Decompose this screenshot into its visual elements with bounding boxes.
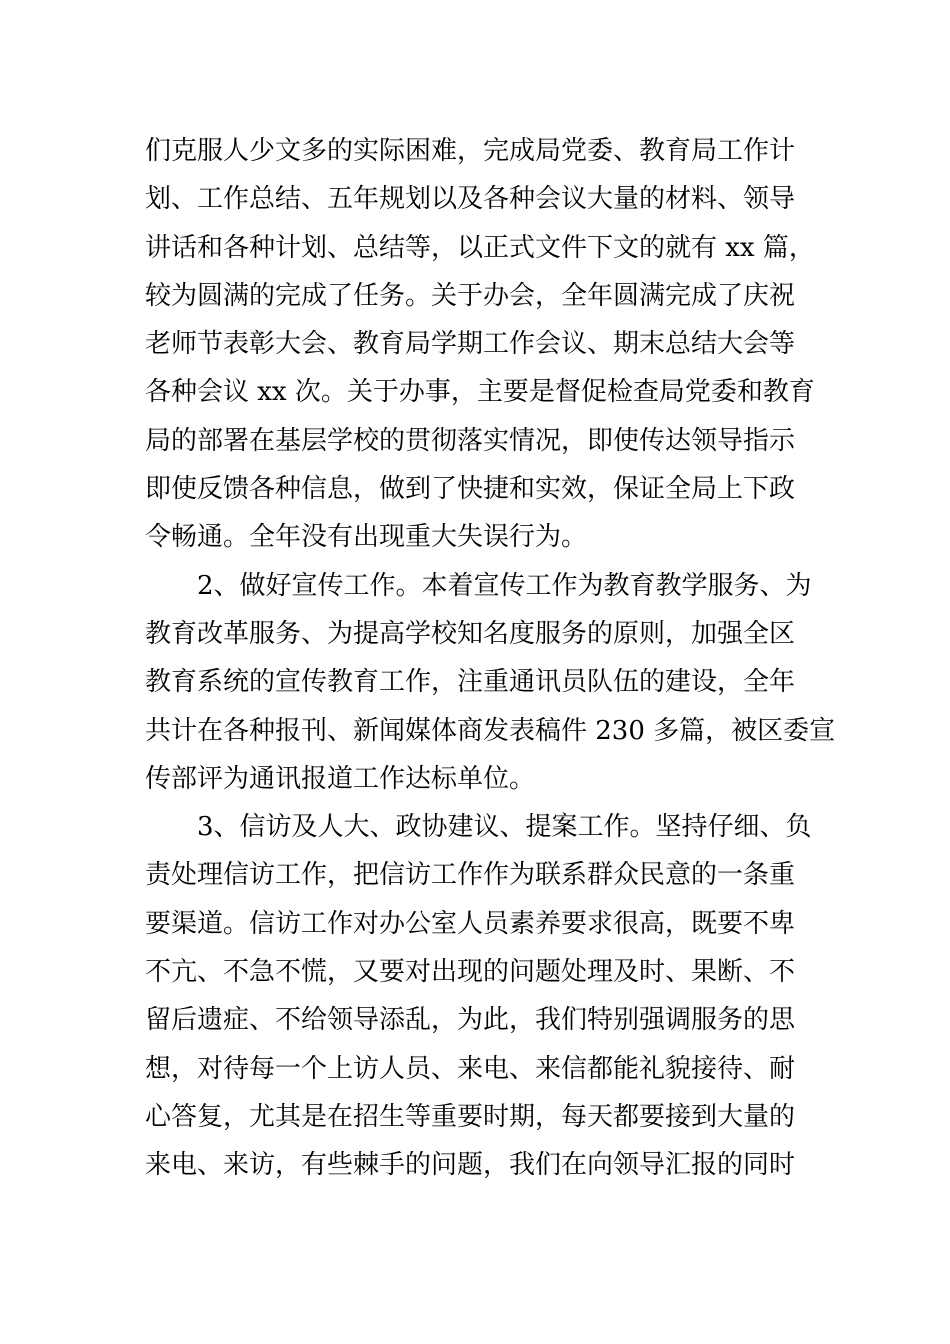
text-line: 较为圆满的完成了任务。关于办会，全年圆满完成了庆祝 — [145, 280, 796, 311]
text-line: 教育系统的宣传教育工作，注重通讯员队伍的建设，全年 — [145, 667, 796, 698]
text-line: 老师节表彰大会、教育局学期工作会议、期末总结大会等 — [145, 329, 796, 360]
text-line: 即使反馈各种信息，做到了快捷和实效，保证全局上下政 — [145, 474, 796, 505]
text-line: 传部评为通讯报道工作达标单位。 — [145, 763, 536, 794]
body-text — [145, 127, 836, 1190]
text-line: 想，对待每一个上访人员、来电、来信都能礼貌接待、耐 — [145, 1053, 796, 1084]
text-line: 教育改革服务、为提高学校知名度服务的原则，加强全区 — [145, 618, 796, 649]
text-line: 各种会议 xx 次。关于办事，主要是督促检查局党委和教育 — [145, 377, 815, 408]
text-line: 讲话和各种计划、总结等，以正式文件下文的就有 xx 篇， — [145, 232, 815, 263]
text-line: 们克服人少文多的实际困难，完成局党委、教育局工作计 — [145, 136, 796, 166]
text-line: 要渠道。信访工作对办公室人员素养要求很高，既要不卑 — [145, 908, 796, 939]
text-line: 留后遗症、不给领导添乱，为此，我们特别强调服务的思 — [145, 1005, 796, 1036]
text-line: 心答复，尤其是在招生等重要时期，每天都要接到大量的 — [145, 1101, 796, 1132]
text-line: 局的部署在基层学校的贯彻落实情况，即使传达领导指示 — [145, 425, 796, 456]
paragraph-start-line: 3、信访及人大、政协建议、提案工作。坚持仔细、负 — [197, 812, 812, 843]
paragraph-start-line: 2、做好宣传工作。本着宣传工作为教育教学服务、为 — [197, 570, 812, 601]
text-line: 责处理信访工作，把信访工作作为联系群众民意的一条重 — [145, 860, 796, 891]
text-line: 来电、来访，有些棘手的问题，我们在向领导汇报的同时 — [145, 1150, 796, 1181]
text-line: 共计在各种报刊、新闻媒体商发表稿件 230 多篇，被区委宣 — [145, 715, 836, 746]
text-line: 令畅通。全年没有出现重大失误行为。 — [145, 522, 588, 553]
text-line: 不亢、不急不慌，又要对出现的问题处理及时、果断、不 — [145, 957, 796, 988]
text-line: 划、工作总结、五年规划以及各种会议大量的材料、领导 — [145, 184, 796, 215]
